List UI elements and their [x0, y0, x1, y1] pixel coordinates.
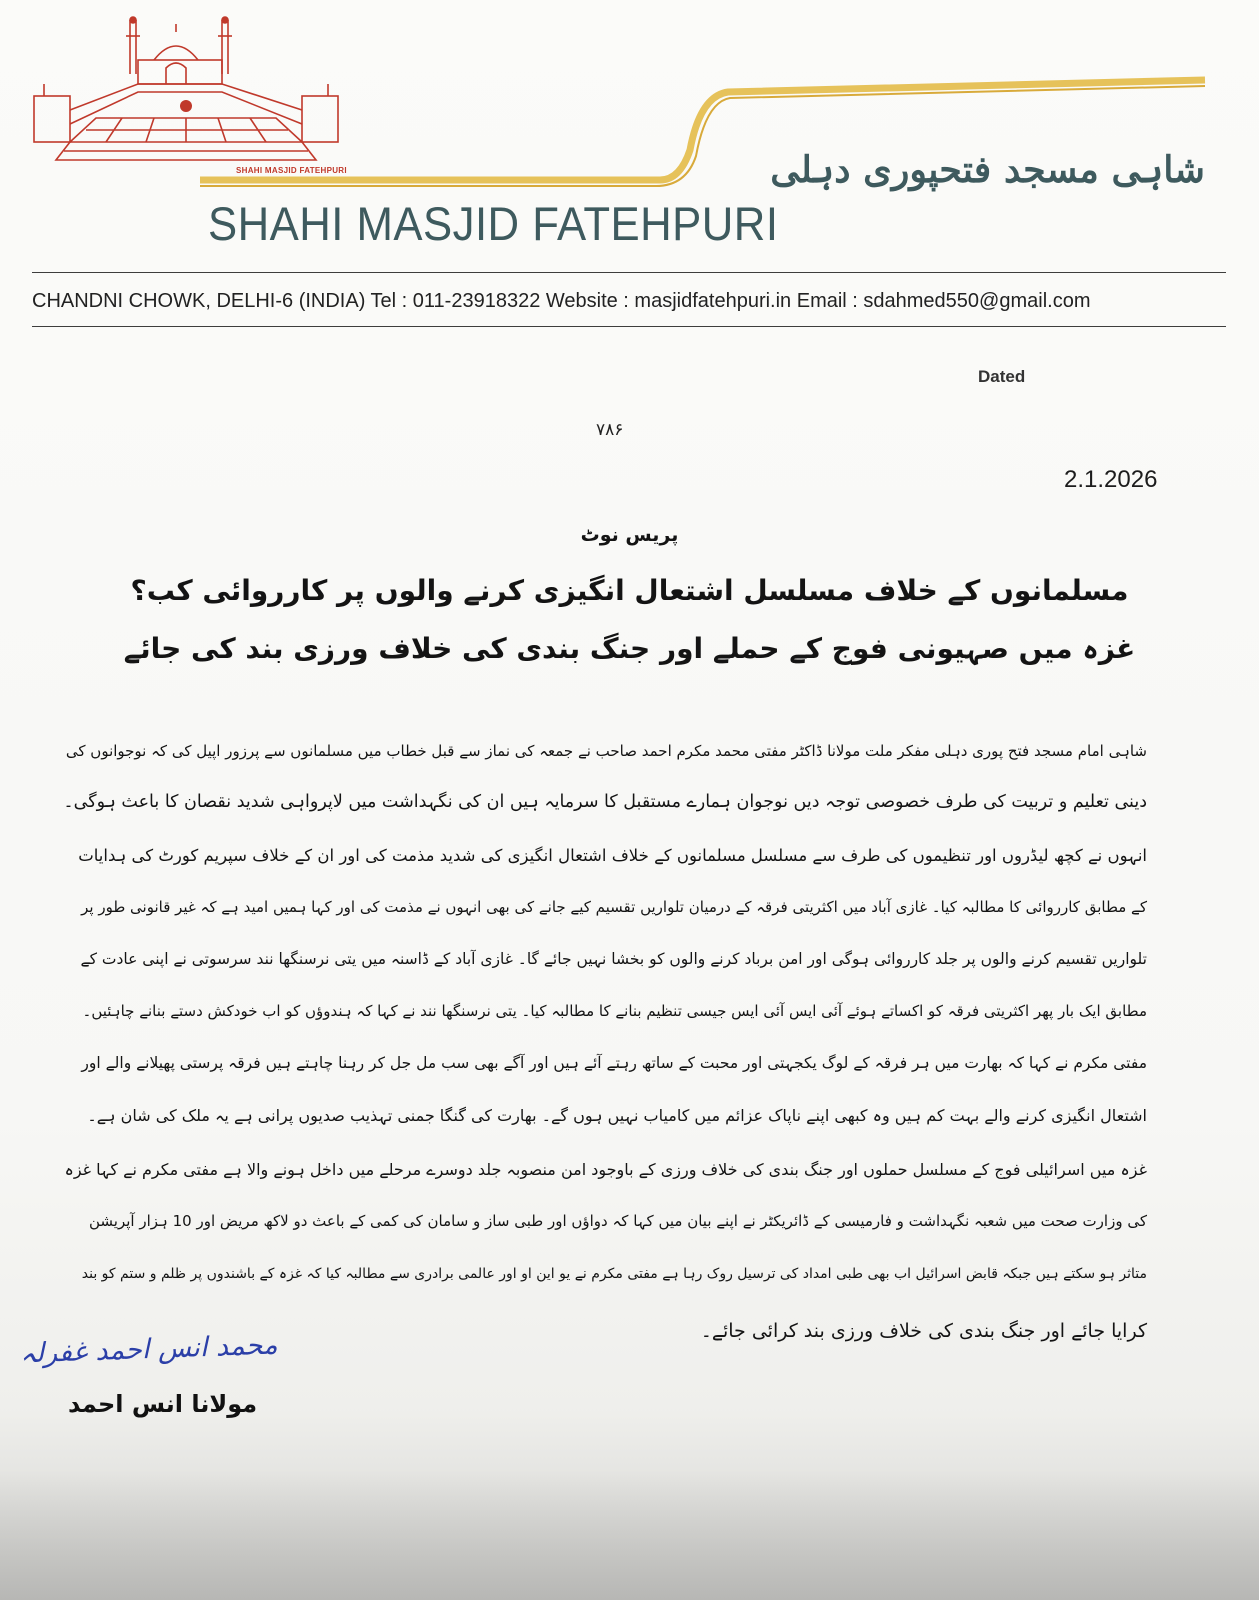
dated-label: Dated — [978, 367, 1026, 386]
masjid-title-urdu: شاہی مسجد فتحپوری دہلی — [770, 148, 1205, 191]
body-line: مطابق ایک بار پھر اکثریتی فرقہ کو اکساتے ہوئے آئی ایس آئی ایس جیسی تنظیم بنانے کا مطالبہ کیا۔ یتی نرسنگھا نند نے کہا کہ ہندوؤں کو اب خودکش دستے بنانے چاہئیں۔ — [82, 1002, 1147, 1020]
handwritten-signature: محمد انس احمد غفرلہ — [19, 1329, 279, 1370]
body-line: کی وزارت صحت میں شعبہ نگہداشت و فارمیسی کے ڈائریکٹر نے اپنے بیان میں کہا کہ دواؤں اور طبی ساز و سامان کی کمی کے باعث دو لاکھ مریض اور 10 ہزار آپریشن — [88, 1212, 1147, 1230]
body-line: شاہی امام مسجد فتح پوری دہلی مفکر ملت مولانا ڈاکٹر مفتی محمد مکرم احمد صاحب نے جمعہ کی نماز سے قبل خطاب میں مسلمانوں سے پرزور اپیل کی کہ نوجوانوں کی — [65, 742, 1147, 760]
body-line: متاثر ہو سکتے ہیں جبکہ قابض اسرائیل اب بھی طبی امداد کی ترسیل روک رہا ہے مفتی مکرم نے یو این او اور عالمی برادری سے مطالبہ کیا کہ غزہ کے باشندوں پر ظلم و ستم کو بند — [81, 1266, 1147, 1282]
press-note-label: پریس نوٹ — [580, 524, 679, 546]
letter-date: 2.1.2026 — [1064, 466, 1158, 493]
body-line: تلواریں تقسیم کرنے والوں پر جلد کارروائی ہوگی اور امن برباد کرنے والوں کو بخشا نہیں جائے گا۔ غازی آباد کے ڈاسنہ میں یتی نرسنگھا نند سرسوتی نے اپنی عادت کے — [80, 950, 1147, 968]
header-rule-bottom — [32, 326, 1226, 327]
headline-2: غزہ میں صہیونی فوج کے حملے اور جنگ بندی کی خلاف ورزی بند کی جائے — [123, 632, 1136, 665]
reference-number: ۷۸۶ — [596, 420, 624, 440]
body-line: انہوں نے کچھ لیڈروں اور تنظیموں کی طرف سے مسلسل مسلمانوں کے خلاف اشتعال انگیزی کی شدید مذمت کی اور ان کے خلاف سپریم کورٹ کی ہدایات — [78, 846, 1147, 865]
body-line: غزہ میں اسرائیلی فوج کے مسلسل حملوں اور جنگ بندی کی خلاف ورزی کے باوجود امن منصوبہ جلد دوسرے مرحلے میں داخل ہونے والا ہے مفتی مکرم نے کہا غزہ — [64, 1160, 1147, 1179]
header-rule-top — [32, 272, 1226, 273]
page-bottom-shadow — [0, 1470, 1259, 1600]
body-line: مفتی مکرم نے کہا کہ بھارت میں ہر فرقہ کے لوگ یکجہتی اور محبت کے ساتھ رہتے آئے ہیں اور آگے بھی سب مل جل کر رہنا چاہتے ہیں فرقہ پرستی پھیلانے والے اور — [81, 1054, 1147, 1072]
body-line: کرایا جائے اور جنگ بندی کی خلاف ورزی بند کرائی جائے۔ — [700, 1320, 1147, 1342]
body-line: اشتعال انگیزی کرنے والے بہت کم ہیں وہ کبھی اپنے ناپاک عزائم میں کامیاب نہیں ہوں گے۔ بھارت کی گنگا جمنی تہذیب صدیوں پرانی ہے یہ ملک کی شان ہے۔ — [87, 1106, 1147, 1125]
body-line: کے مطابق کارروائی کا مطالبہ کیا۔ غازی آباد میں اکثریتی فرقہ کے درمیان تلواریں تقسیم کیے جانے کی بھی انہوں نے مذمت کی اور کہا ہمیں امید ہے کہ غیر قانونی طور پر — [81, 898, 1147, 916]
headline-1: مسلمانوں کے خلاف مسلسل اشتعال انگیزی کرنے والوں پر کارروائی کب؟ — [130, 574, 1129, 607]
contact-line: CHANDNI CHOWK, DELHI-6 (INDIA) Tel : 011-23918322 Website : masjidfatehpuri.in Email : sdahmed550@gmail.com — [32, 290, 1091, 312]
signatory-name: مولانا انس احمد — [68, 1390, 258, 1418]
logo-caption: SHAHI MASJID FATEHPURI — [236, 166, 347, 175]
masjid-title-english: SHAHI MASJID FATEHPURI — [208, 197, 779, 250]
body-line: دینی تعلیم و تربیت کی طرف خصوصی توجہ دیں نوجوان ہمارے مستقبل کا سرمایہ ہیں ان کی نگہداشت میں لاپرواہی شدید نقصان کا باعث ہوگی۔ — [63, 792, 1147, 812]
